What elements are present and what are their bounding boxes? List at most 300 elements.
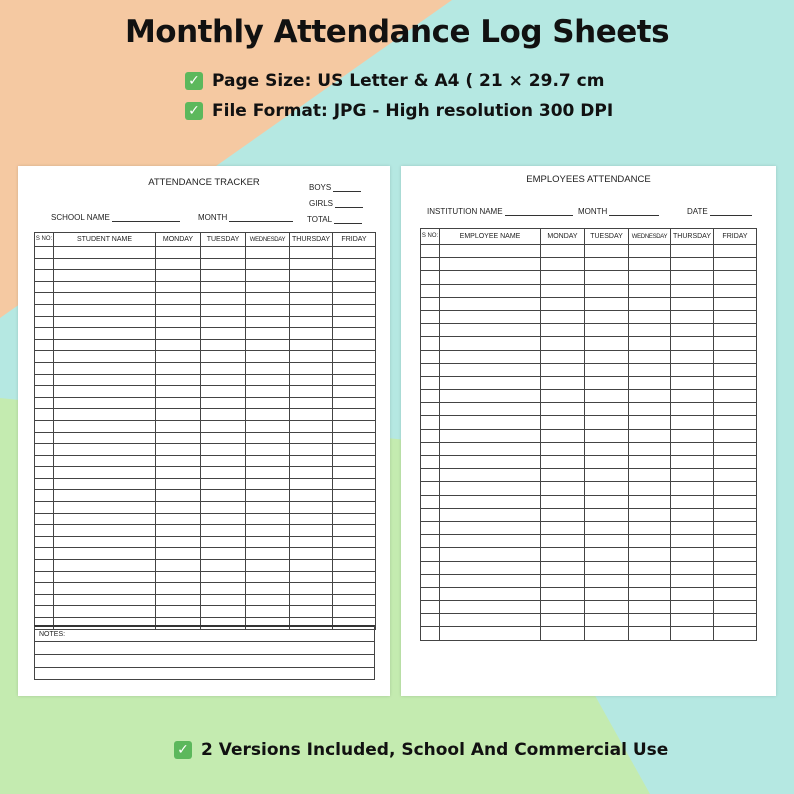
table-cell <box>201 536 246 548</box>
table-row <box>421 627 757 640</box>
table-cell <box>585 521 629 534</box>
table-cell <box>35 490 54 502</box>
table-cell <box>629 508 671 521</box>
table-cell <box>541 310 585 323</box>
table-cell <box>156 258 201 270</box>
table-cell <box>156 270 201 282</box>
table-row <box>35 606 376 618</box>
notes-line <box>35 641 374 642</box>
table-cell <box>156 513 201 525</box>
table-cell <box>201 281 246 293</box>
table-cell <box>440 508 541 521</box>
table-cell <box>290 339 333 351</box>
table-cell <box>421 350 440 363</box>
table-cell <box>440 442 541 455</box>
table-cell <box>421 337 440 350</box>
table-cell <box>201 420 246 432</box>
table-cell <box>35 502 54 514</box>
table-cell <box>585 245 629 258</box>
table-cell <box>671 456 714 469</box>
table-cell <box>333 374 376 386</box>
table-cell <box>714 416 757 429</box>
table-cell <box>54 606 156 618</box>
table-header-row <box>35 233 376 247</box>
table-cell <box>246 583 290 595</box>
table-cell <box>714 376 757 389</box>
table-cell <box>333 304 376 316</box>
table-row <box>421 390 757 403</box>
column-header-thursday: THURSDAY <box>290 233 333 247</box>
table-row <box>421 310 757 323</box>
table-row <box>35 444 376 456</box>
table-cell <box>440 376 541 389</box>
table-cell <box>541 482 585 495</box>
table-cell <box>629 495 671 508</box>
table-cell <box>421 495 440 508</box>
table-cell <box>629 535 671 548</box>
table-cell <box>671 297 714 310</box>
table-cell <box>156 467 201 479</box>
table-cell <box>714 390 757 403</box>
boys-line <box>333 191 361 192</box>
table-cell <box>585 324 629 337</box>
table-cell <box>629 403 671 416</box>
table-cell <box>541 258 585 271</box>
table-row <box>35 502 376 514</box>
table-cell <box>629 521 671 534</box>
table-row <box>421 403 757 416</box>
table-cell <box>440 390 541 403</box>
table-cell <box>201 594 246 606</box>
table-row <box>35 513 376 525</box>
table-row <box>421 482 757 495</box>
table-cell <box>585 297 629 310</box>
table-cell <box>156 328 201 340</box>
table-cell <box>629 614 671 627</box>
school-name-line <box>112 221 180 222</box>
table-cell <box>714 337 757 350</box>
table-cell <box>421 469 440 482</box>
table-cell <box>333 467 376 479</box>
table-row <box>35 386 376 398</box>
table-cell <box>541 508 585 521</box>
table-row <box>35 351 376 363</box>
table-cell <box>671 548 714 561</box>
table-cell <box>35 409 54 421</box>
table-row <box>35 362 376 374</box>
table-cell <box>246 281 290 293</box>
table-cell <box>35 351 54 363</box>
table-cell <box>156 304 201 316</box>
table-cell <box>421 614 440 627</box>
table-cell <box>156 571 201 583</box>
table-cell <box>35 328 54 340</box>
table-row <box>421 495 757 508</box>
table-cell <box>290 316 333 328</box>
table-cell <box>54 594 156 606</box>
table-cell <box>714 271 757 284</box>
table-cell <box>156 293 201 305</box>
table-cell <box>714 614 757 627</box>
table-cell <box>421 245 440 258</box>
table-cell <box>421 535 440 548</box>
table-cell <box>333 455 376 467</box>
table-cell <box>246 258 290 270</box>
total-field <box>307 215 362 224</box>
column-header-tuesday: TUESDAY <box>201 233 246 247</box>
table-row <box>35 316 376 328</box>
table-cell <box>541 363 585 376</box>
table-cell <box>201 606 246 618</box>
table-cell <box>440 495 541 508</box>
table-cell <box>440 245 541 258</box>
table-cell <box>671 601 714 614</box>
table-cell <box>671 469 714 482</box>
table-cell <box>440 258 541 271</box>
table-cell <box>671 442 714 455</box>
table-cell <box>629 337 671 350</box>
table-cell <box>290 281 333 293</box>
table-cell <box>585 456 629 469</box>
table-cell <box>290 432 333 444</box>
table-row <box>421 587 757 600</box>
table-cell <box>246 374 290 386</box>
table-cell <box>156 490 201 502</box>
table-cell <box>714 258 757 271</box>
table-cell <box>714 508 757 521</box>
table-cell <box>54 444 156 456</box>
table-cell <box>421 429 440 442</box>
table-cell <box>201 467 246 479</box>
table-cell <box>333 281 376 293</box>
table-cell <box>714 245 757 258</box>
table-cell <box>54 478 156 490</box>
table-row <box>35 409 376 421</box>
table-cell <box>333 583 376 595</box>
table-cell <box>440 535 541 548</box>
table-cell <box>585 495 629 508</box>
table-cell <box>440 574 541 587</box>
table-cell <box>541 337 585 350</box>
table-cell <box>421 390 440 403</box>
table-row <box>421 271 757 284</box>
table-row <box>35 536 376 548</box>
table-cell <box>714 350 757 363</box>
table-cell <box>54 583 156 595</box>
table-cell <box>585 535 629 548</box>
table-cell <box>201 478 246 490</box>
table-cell <box>246 397 290 409</box>
table-row <box>35 583 376 595</box>
table-cell <box>156 536 201 548</box>
table-cell <box>54 420 156 432</box>
table-cell <box>290 583 333 595</box>
table-cell <box>671 403 714 416</box>
table-cell <box>201 444 246 456</box>
table-cell <box>246 525 290 537</box>
table-cell <box>541 284 585 297</box>
table-cell <box>421 297 440 310</box>
table-cell <box>333 316 376 328</box>
table-cell <box>541 601 585 614</box>
table-cell <box>585 310 629 323</box>
table-row <box>35 467 376 479</box>
table-row <box>35 432 376 444</box>
table-cell <box>54 351 156 363</box>
table-cell <box>333 513 376 525</box>
page-title: Monthly Attendance Log Sheets <box>124 14 670 50</box>
table-cell <box>421 601 440 614</box>
table-cell <box>35 304 54 316</box>
table-cell <box>54 536 156 548</box>
table-cell <box>671 416 714 429</box>
table-cell <box>333 432 376 444</box>
table-cell <box>290 502 333 514</box>
table-cell <box>421 587 440 600</box>
column-header-monday: MONDAY <box>156 233 201 247</box>
table-cell <box>35 548 54 560</box>
table-cell <box>156 247 201 259</box>
table-cell <box>671 429 714 442</box>
table-cell <box>714 521 757 534</box>
table-row <box>421 535 757 548</box>
table-row <box>35 328 376 340</box>
table-cell <box>290 304 333 316</box>
table-cell <box>333 571 376 583</box>
table-cell <box>585 601 629 614</box>
table-cell <box>54 525 156 537</box>
table-cell <box>585 390 629 403</box>
notes-line <box>35 667 374 668</box>
table-cell <box>290 571 333 583</box>
table-cell <box>541 469 585 482</box>
date-line <box>710 215 752 216</box>
table-cell <box>201 583 246 595</box>
table-cell <box>246 455 290 467</box>
table-cell <box>35 525 54 537</box>
column-header-sno: S NO: <box>421 229 440 245</box>
table-cell <box>156 444 201 456</box>
table-cell <box>290 560 333 572</box>
column-header-tuesday: TUESDAY <box>585 229 629 245</box>
table-cell <box>290 409 333 421</box>
table-cell <box>54 316 156 328</box>
date-field <box>687 207 752 216</box>
table-cell <box>35 339 54 351</box>
table-row <box>35 548 376 560</box>
table-cell <box>440 561 541 574</box>
table-cell <box>246 293 290 305</box>
table-row <box>421 548 757 561</box>
table-cell <box>629 561 671 574</box>
table-cell <box>201 270 246 282</box>
table-cell <box>201 247 246 259</box>
table-cell <box>421 548 440 561</box>
table-cell <box>333 536 376 548</box>
table-cell <box>629 258 671 271</box>
table-cell <box>54 548 156 560</box>
feature-text: File Format: JPG - High resolution 300 DPI <box>212 101 614 121</box>
table-cell <box>290 420 333 432</box>
institution-name-field <box>427 207 573 216</box>
table-cell <box>290 258 333 270</box>
table-row <box>421 574 757 587</box>
table-cell <box>35 270 54 282</box>
month-label: MONTH <box>198 213 228 222</box>
table-cell <box>35 444 54 456</box>
table-cell <box>333 548 376 560</box>
table-cell <box>714 535 757 548</box>
table-cell <box>671 310 714 323</box>
boys-field <box>309 183 361 192</box>
table-cell <box>290 525 333 537</box>
table-cell <box>585 548 629 561</box>
table-cell <box>246 606 290 618</box>
table-cell <box>421 363 440 376</box>
table-cell <box>54 513 156 525</box>
table-cell <box>714 495 757 508</box>
table-cell <box>440 297 541 310</box>
table-cell <box>156 432 201 444</box>
table-cell <box>156 560 201 572</box>
table-cell <box>246 270 290 282</box>
table-row <box>35 594 376 606</box>
table-cell <box>714 469 757 482</box>
table-cell <box>333 293 376 305</box>
table-cell <box>246 432 290 444</box>
column-header-sno: S NO: <box>35 233 54 247</box>
table-cell <box>290 444 333 456</box>
employee-attendance-table <box>420 228 757 641</box>
table-cell <box>201 455 246 467</box>
table-cell <box>201 548 246 560</box>
table-cell <box>440 627 541 640</box>
table-cell <box>629 363 671 376</box>
table-cell <box>714 429 757 442</box>
table-cell <box>541 614 585 627</box>
table-row <box>421 284 757 297</box>
table-cell <box>290 536 333 548</box>
month-field <box>198 213 293 222</box>
table-cell <box>671 521 714 534</box>
table-cell <box>440 324 541 337</box>
table-cell <box>201 432 246 444</box>
table-cell <box>585 508 629 521</box>
table-row <box>35 420 376 432</box>
table-cell <box>201 374 246 386</box>
table-cell <box>54 560 156 572</box>
table-header-row <box>421 229 757 245</box>
employees-attendance-sheet <box>401 166 776 696</box>
table-cell <box>201 386 246 398</box>
table-cell <box>246 304 290 316</box>
sheet-title: ATTENDANCE TRACKER <box>148 177 260 188</box>
table-cell <box>421 508 440 521</box>
table-cell <box>541 297 585 310</box>
table-cell <box>714 310 757 323</box>
table-cell <box>585 587 629 600</box>
table-cell <box>35 247 54 259</box>
table-row <box>35 258 376 270</box>
table-cell <box>35 467 54 479</box>
table-cell <box>671 482 714 495</box>
table-cell <box>585 614 629 627</box>
table-row <box>35 304 376 316</box>
table-cell <box>585 561 629 574</box>
table-cell <box>246 594 290 606</box>
table-row <box>421 297 757 310</box>
table-cell <box>246 386 290 398</box>
table-cell <box>246 247 290 259</box>
table-cell <box>54 281 156 293</box>
table-cell <box>585 482 629 495</box>
column-header-wednesday: WEDNESDAY <box>246 233 290 247</box>
table-cell <box>35 316 54 328</box>
table-cell <box>54 386 156 398</box>
feature-text: Page Size: US Letter & A4 ( 21 × 29.7 cm <box>212 71 605 91</box>
table-cell <box>333 594 376 606</box>
school-name-label: SCHOOL NAME <box>51 213 110 222</box>
table-cell <box>629 482 671 495</box>
table-cell <box>585 376 629 389</box>
table-cell <box>671 258 714 271</box>
table-cell <box>629 627 671 640</box>
table-cell <box>290 455 333 467</box>
table-cell <box>629 601 671 614</box>
table-cell <box>629 271 671 284</box>
table-cell <box>246 351 290 363</box>
table-row <box>35 397 376 409</box>
table-cell <box>54 293 156 305</box>
table-cell <box>201 571 246 583</box>
table-cell <box>290 351 333 363</box>
table-cell <box>421 403 440 416</box>
feature-text: 2 Versions Included, School And Commercial Use <box>201 740 669 760</box>
table-cell <box>35 478 54 490</box>
table-cell <box>440 548 541 561</box>
table-cell <box>421 456 440 469</box>
table-row <box>421 245 757 258</box>
table-cell <box>585 416 629 429</box>
table-cell <box>35 513 54 525</box>
table-cell <box>541 521 585 534</box>
table-cell <box>440 363 541 376</box>
table-cell <box>201 362 246 374</box>
table-cell <box>246 467 290 479</box>
table-cell <box>290 490 333 502</box>
institution-name-label: INSTITUTION NAME <box>427 207 503 216</box>
table-cell <box>440 284 541 297</box>
institution-name-line <box>505 215 573 216</box>
table-cell <box>54 304 156 316</box>
table-cell <box>440 310 541 323</box>
table-cell <box>714 574 757 587</box>
table-row <box>35 270 376 282</box>
table-cell <box>290 328 333 340</box>
table-cell <box>333 386 376 398</box>
table-cell <box>671 337 714 350</box>
table-cell <box>290 513 333 525</box>
table-cell <box>54 455 156 467</box>
table-cell <box>333 444 376 456</box>
table-row <box>421 456 757 469</box>
table-cell <box>333 339 376 351</box>
table-cell <box>35 362 54 374</box>
table-cell <box>333 490 376 502</box>
table-cell <box>440 456 541 469</box>
table-cell <box>585 363 629 376</box>
table-cell <box>629 456 671 469</box>
